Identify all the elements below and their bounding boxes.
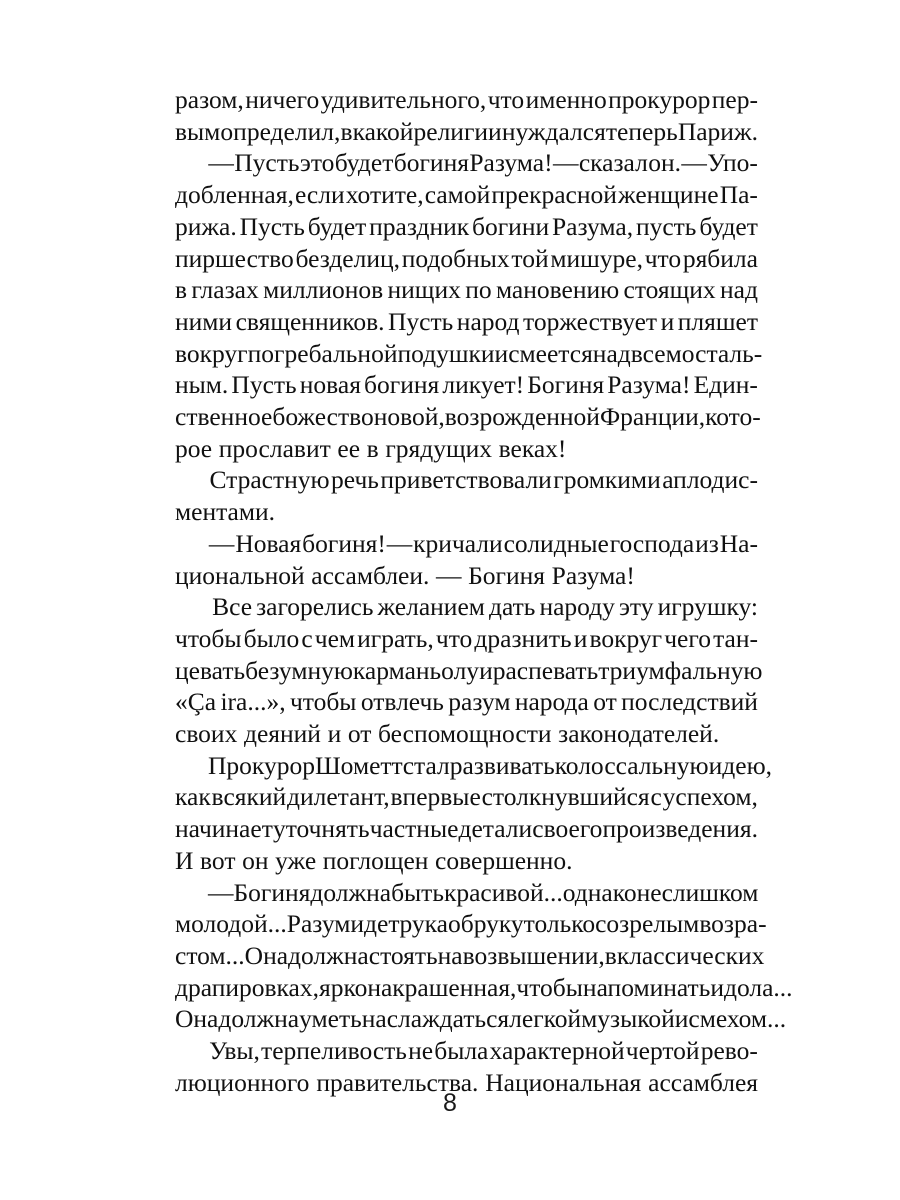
text-line — [175, 433, 758, 465]
word: стоящих — [623, 275, 716, 305]
word: музыкой — [581, 1004, 675, 1034]
word: Париж. — [677, 116, 758, 146]
word: солидные — [503, 528, 609, 558]
paragraph-indent — [175, 1035, 208, 1067]
word: руку — [473, 909, 524, 939]
word: сказал — [578, 148, 648, 178]
word: последствий — [621, 687, 758, 717]
word: своего — [532, 814, 603, 844]
word: и — [674, 1004, 689, 1034]
word: по — [465, 275, 492, 305]
word: от — [593, 687, 617, 717]
paragraph — [175, 591, 763, 750]
word: идет — [350, 909, 400, 939]
paragraph-indent — [175, 750, 208, 782]
word: Пусть — [234, 148, 300, 178]
word: Новая — [235, 528, 302, 558]
word: Разума, — [551, 211, 634, 241]
word: что — [644, 243, 682, 273]
text-line — [175, 496, 758, 528]
word: нуждался — [501, 116, 606, 146]
word: было — [243, 623, 300, 653]
word: — — [681, 148, 707, 178]
text-line — [175, 147, 758, 179]
word: и — [479, 655, 493, 685]
word: Богиня — [468, 560, 546, 590]
word: ее — [337, 433, 361, 463]
word: рябила — [682, 243, 758, 273]
word: — — [208, 148, 234, 178]
word: зрелым — [619, 909, 700, 939]
word: будет — [307, 211, 367, 241]
word: если — [294, 180, 345, 210]
word: игрушку: — [657, 592, 758, 622]
word: Разума! — [607, 370, 691, 400]
text-line — [175, 655, 763, 687]
word: чтобы — [175, 623, 242, 653]
word: с — [301, 623, 313, 653]
word: над — [720, 275, 758, 305]
word: стоять — [368, 940, 438, 970]
word: должна — [288, 940, 369, 970]
word: Увы, — [209, 1036, 260, 1066]
word: драпировках, — [175, 972, 319, 1002]
word: пиршество — [175, 243, 294, 273]
word: это — [299, 148, 335, 178]
word: ярко — [319, 972, 368, 1002]
word: всякий — [211, 782, 287, 812]
word: ними — [175, 306, 233, 336]
word: вот — [200, 845, 236, 875]
word: будет — [699, 211, 758, 241]
text-line — [175, 877, 758, 909]
word: Франции, — [599, 402, 706, 432]
word: — — [436, 560, 462, 590]
word: идола... — [710, 972, 793, 1002]
word: Упо- — [707, 148, 758, 178]
word: он — [242, 845, 269, 875]
word: — — [208, 877, 234, 907]
word: Прокурор — [208, 750, 315, 780]
word: уже — [275, 845, 317, 875]
word: частные — [369, 814, 459, 844]
word: самой — [424, 180, 491, 210]
text-line — [175, 1003, 787, 1035]
word: отвлечь — [360, 687, 444, 717]
word: смеется — [508, 338, 593, 368]
word: веках! — [498, 433, 567, 463]
word: определил, — [220, 116, 341, 146]
word: как — [175, 782, 211, 812]
word: люционного — [175, 1067, 310, 1097]
word: Разум — [286, 909, 351, 939]
word: и — [660, 306, 675, 336]
word: в — [340, 116, 353, 146]
word: молодой... — [175, 909, 287, 939]
word: законодателей. — [558, 719, 720, 749]
word: слишком — [661, 877, 759, 907]
word: ственное — [175, 402, 273, 432]
paragraph — [175, 147, 763, 464]
word: стал — [402, 750, 450, 780]
word: эту — [618, 592, 654, 622]
word: не — [636, 877, 662, 907]
word: Страстную — [209, 465, 330, 495]
word: вокруг — [175, 338, 248, 368]
word: быть — [391, 877, 444, 907]
word: «Ça — [175, 687, 217, 717]
word: своих — [175, 719, 238, 749]
text-line — [175, 940, 765, 972]
word: напоминать — [582, 972, 711, 1002]
word: классических — [616, 940, 765, 970]
word: возра- — [699, 909, 767, 939]
word: и — [494, 338, 509, 368]
text-line — [175, 686, 758, 718]
word: ассамблея — [648, 1067, 758, 1097]
word: На- — [719, 528, 758, 558]
word: миллионов — [263, 275, 384, 305]
word: глазах — [191, 275, 259, 305]
word: новая — [299, 370, 361, 400]
word: с — [650, 782, 662, 812]
word: чем — [314, 623, 356, 653]
word: какой — [352, 116, 414, 146]
word: Пусть — [231, 370, 297, 400]
word: дилетант, — [287, 782, 390, 812]
word: ira...», — [220, 687, 286, 717]
word: красивой... — [443, 877, 563, 907]
word: играть, — [357, 623, 434, 653]
word: — — [208, 528, 235, 558]
word: Шометт — [314, 750, 403, 780]
word: той — [511, 243, 549, 273]
text-line — [175, 338, 763, 370]
word: Богиня — [233, 877, 311, 907]
word: детали — [458, 814, 533, 844]
word: пусть — [635, 211, 697, 241]
word: уточнять — [272, 814, 370, 844]
word: теперь — [605, 116, 678, 146]
paragraph — [175, 464, 758, 527]
word: хотите, — [345, 180, 424, 210]
text-line — [175, 813, 758, 845]
word: Разума! — [551, 560, 635, 590]
word: Богиня — [527, 370, 605, 400]
text-line — [175, 623, 758, 655]
text-line — [175, 464, 758, 496]
word: от — [347, 719, 372, 749]
word: прославит — [218, 433, 331, 463]
word: богини — [472, 211, 550, 241]
word: чтобы — [516, 972, 583, 1002]
word: только — [523, 909, 596, 939]
word: рево- — [700, 1036, 758, 1066]
word: желанием — [377, 592, 485, 622]
word: дать — [488, 592, 536, 622]
text-line — [175, 1035, 758, 1067]
word: Пусть — [239, 211, 305, 241]
word: вокруг — [589, 623, 663, 653]
word: богиня! — [302, 528, 386, 558]
word: впервые — [390, 782, 481, 812]
word: и — [573, 623, 588, 653]
word: прокурор — [608, 85, 711, 114]
word: ным. — [175, 370, 229, 400]
paragraph — [175, 528, 758, 591]
word: однако — [562, 877, 637, 907]
word: смехом... — [688, 1004, 787, 1034]
page-number: 8 — [443, 1089, 457, 1117]
text-line — [175, 560, 758, 592]
word: беспомощности — [378, 719, 552, 749]
word: загорелись — [256, 592, 374, 622]
word: именно — [525, 85, 607, 114]
word: деяний — [243, 719, 321, 749]
text-line — [175, 972, 793, 1004]
word: со — [595, 909, 620, 939]
paragraph — [175, 877, 793, 1036]
word: рижа. — [175, 211, 237, 241]
word: священников. — [235, 306, 385, 336]
word: народ — [456, 306, 520, 336]
word: кото- — [705, 402, 761, 432]
word: характерной — [489, 1036, 625, 1066]
word: в — [604, 940, 617, 970]
word: женщине — [618, 180, 719, 210]
paragraph-indent — [175, 464, 208, 496]
word: накрашенная, — [367, 972, 517, 1002]
word: в — [175, 275, 188, 305]
text-line — [175, 528, 758, 560]
word: легкой — [509, 1004, 582, 1034]
word: Национальная — [485, 1067, 642, 1097]
word: поглощен — [322, 845, 429, 875]
word: мановению — [495, 275, 620, 305]
word: народа — [514, 687, 589, 717]
word: уметь — [299, 1004, 362, 1034]
word: подобных — [401, 243, 510, 273]
word: успехом, — [662, 782, 758, 812]
word: Она — [244, 940, 289, 970]
word: грядущих — [385, 433, 493, 463]
word: народу — [539, 592, 615, 622]
word: что — [487, 85, 525, 114]
word: что — [435, 623, 473, 653]
word: вым — [175, 116, 221, 146]
text-line — [175, 369, 758, 401]
text-line — [175, 306, 758, 338]
word: Все — [212, 592, 253, 622]
word: безумную — [245, 655, 353, 685]
word: религии — [413, 116, 502, 146]
word: кричали — [413, 528, 503, 558]
text-line — [175, 116, 758, 148]
word: столкнувшийся — [481, 782, 650, 812]
word: чего — [664, 623, 711, 653]
word: подушки — [397, 338, 495, 368]
word: ментами. — [175, 497, 276, 527]
word: всем — [630, 338, 682, 368]
word: разом, — [175, 85, 244, 114]
text-line — [175, 781, 758, 813]
word: разум — [448, 687, 511, 717]
word: ликует! — [442, 370, 525, 400]
word: рое — [175, 433, 213, 463]
word: праздник — [369, 211, 470, 241]
word: развивать — [449, 750, 555, 780]
word: мишуре, — [550, 243, 643, 273]
text-line — [175, 908, 767, 940]
word: триумфальную — [598, 655, 763, 685]
word: торжествует — [523, 306, 658, 336]
text-line — [175, 243, 758, 275]
word: новой, — [373, 402, 445, 432]
word: чертой — [625, 1036, 700, 1066]
text-line — [175, 591, 758, 623]
word: рука — [399, 909, 448, 939]
word: циональной — [175, 560, 305, 590]
word: божество — [272, 402, 374, 432]
word: начинает — [175, 814, 273, 844]
text-line — [175, 718, 758, 750]
word: господа — [609, 528, 695, 558]
word: Разума! — [469, 148, 553, 178]
word: правительства. — [316, 1067, 479, 1097]
word: возрожденной — [444, 402, 600, 432]
word: — — [386, 528, 413, 558]
word: совершенно. — [435, 845, 573, 875]
word: прекрасной — [491, 180, 617, 210]
word: цевать — [175, 655, 246, 685]
word: произведения. — [602, 814, 758, 844]
word: на — [437, 940, 463, 970]
word: богиня — [364, 370, 440, 400]
word: идею, — [708, 750, 772, 780]
word: дразнить — [474, 623, 572, 653]
word: Пусть — [388, 306, 454, 336]
word: тан- — [713, 623, 758, 653]
word: нищих — [387, 275, 461, 305]
text-line — [175, 274, 758, 306]
word: удивительного, — [320, 85, 487, 114]
word: погребальной — [247, 338, 398, 368]
text-line — [175, 84, 758, 116]
word: должна — [218, 1004, 300, 1034]
word: должна — [310, 877, 392, 907]
word: громкими — [553, 465, 661, 495]
word: — — [552, 148, 579, 178]
word: не — [408, 1036, 434, 1066]
word: об — [447, 909, 474, 939]
word: ассамблеи. — [311, 560, 430, 590]
word: безделиц, — [295, 243, 401, 273]
word: была — [434, 1036, 489, 1066]
paragraph-indent — [175, 528, 208, 560]
word: он. — [648, 148, 681, 178]
word: ничего — [245, 85, 320, 114]
word: и — [327, 719, 342, 749]
word: будет — [334, 148, 394, 178]
text-line — [175, 211, 758, 243]
text-line — [175, 750, 772, 782]
word: распевать — [492, 655, 599, 685]
text-line — [175, 179, 758, 211]
word: Па- — [719, 180, 758, 210]
page-text-block — [175, 84, 793, 1099]
word: колоссальную — [554, 750, 709, 780]
text-line — [175, 401, 761, 433]
word: в — [366, 433, 379, 463]
word: богиня — [393, 148, 469, 178]
paragraph-indent — [175, 591, 208, 623]
paragraph-indent — [175, 877, 208, 909]
word: пер- — [711, 85, 758, 114]
paragraph — [175, 84, 758, 147]
text-line — [175, 845, 758, 877]
word: Един- — [693, 370, 758, 400]
word: терпеливость — [261, 1036, 407, 1066]
word: И — [175, 845, 194, 875]
paragraph — [175, 750, 772, 877]
word: карманьолу — [352, 655, 480, 685]
word: добленная, — [175, 180, 294, 210]
word: Она — [175, 1004, 219, 1034]
word: наслаждаться — [361, 1004, 510, 1034]
word: речь — [331, 465, 379, 495]
word: из — [695, 528, 719, 558]
word: пляшет — [677, 306, 758, 336]
word: приветствовали — [380, 465, 552, 495]
paragraph-indent — [175, 147, 208, 179]
word: осталь- — [681, 338, 763, 368]
word: возвышении, — [462, 940, 605, 970]
word: над — [592, 338, 631, 368]
word: аплодис- — [662, 465, 758, 495]
word: чтобы — [289, 687, 357, 717]
word: стом... — [175, 940, 245, 970]
